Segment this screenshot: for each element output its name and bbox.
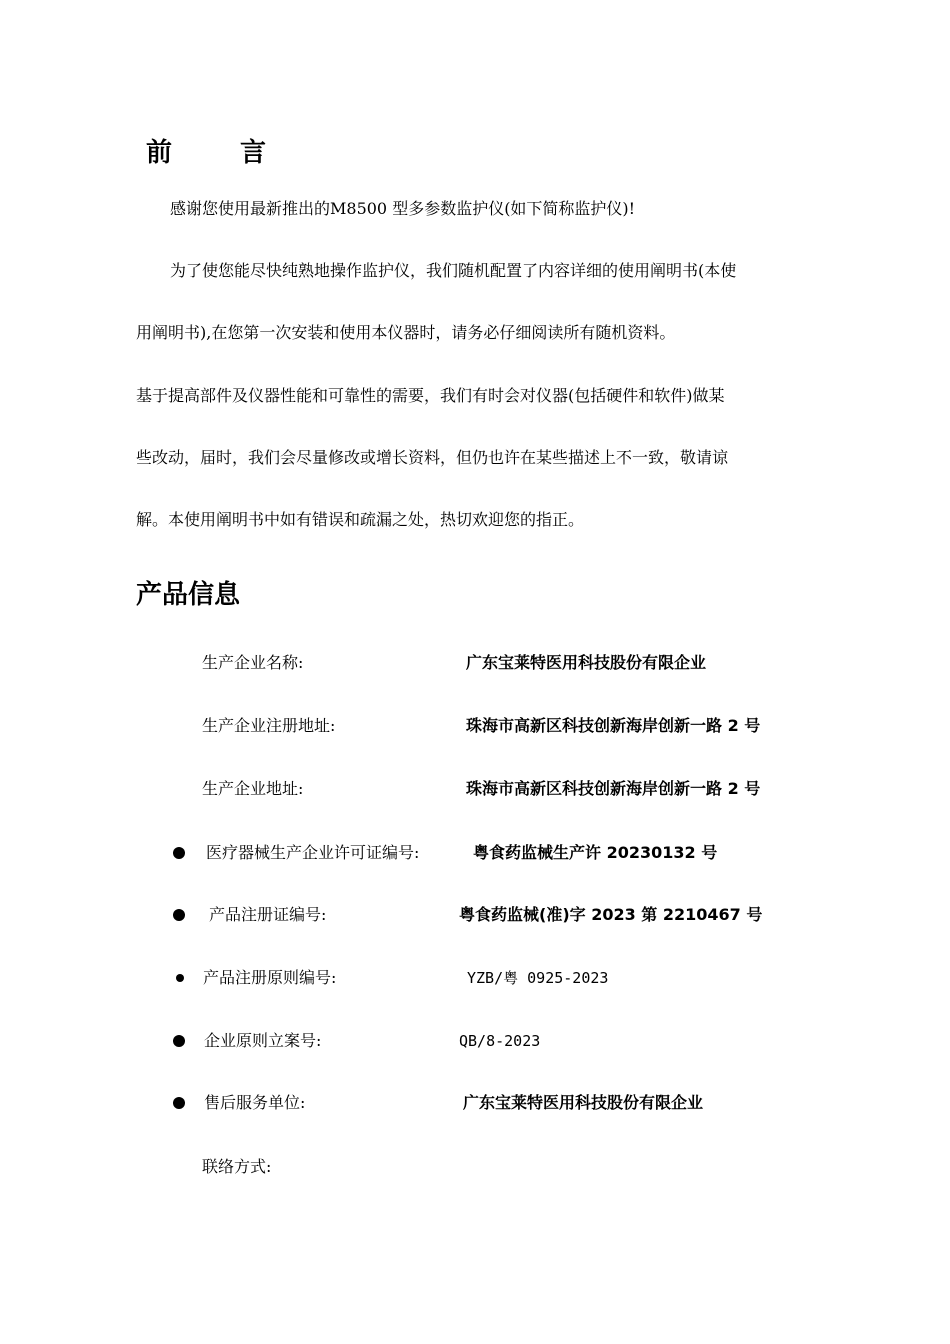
info-row-license-number bbox=[0, 841, 950, 865]
info-row-registered-address bbox=[0, 714, 950, 738]
bullet-icon bbox=[173, 1097, 185, 1109]
bullet-icon bbox=[173, 909, 185, 921]
preface-heading-part2: 言 bbox=[240, 138, 269, 168]
info-value: 广东宝莱特医用科技股份有限企业 bbox=[466, 653, 707, 672]
info-value: 粤食药监械生产许 20230132 号 bbox=[473, 843, 718, 862]
info-value: 广东宝莱特医用科技股份有限企业 bbox=[463, 1093, 704, 1112]
info-row-registration-cert bbox=[0, 903, 950, 927]
preface-line-6: 解。本使用阐明书中如有错误和疏漏之处，热切欢迎您的指正。 bbox=[136, 510, 585, 529]
info-label: 联络方式: bbox=[202, 1157, 272, 1176]
preface-line-2: 为了使您能尽快纯熟地操作监护仪，我们随机配置了内容详细的使用阐明书(本使 bbox=[170, 261, 737, 280]
info-label: 售后服务单位: bbox=[204, 1093, 306, 1112]
info-row-standard-number bbox=[0, 966, 950, 990]
info-row-manufacturer-address bbox=[0, 777, 950, 801]
info-label: 产品注册证编号: bbox=[209, 905, 327, 924]
info-row-enterprise-standard bbox=[0, 1029, 950, 1053]
info-label: 医疗器械生产企业许可证编号: bbox=[206, 843, 420, 862]
product-info-heading: 产品信息 bbox=[136, 580, 241, 610]
info-value: 珠海市高新区科技创新海岸创新一路 2 号 bbox=[466, 716, 761, 735]
bullet-icon bbox=[176, 974, 184, 982]
info-label: 生产企业注册地址: bbox=[202, 716, 336, 735]
info-label: 生产企业地址: bbox=[202, 779, 304, 798]
info-row-contact bbox=[0, 1155, 950, 1179]
info-label: 生产企业名称: bbox=[202, 653, 304, 672]
preface-line-4: 基于提高部件及仪器性能和可靠性的需要，我们有时会对仪器(包括硬件和软件)做某 bbox=[136, 386, 725, 405]
bullet-icon bbox=[173, 847, 185, 859]
info-row-manufacturer-name bbox=[0, 651, 950, 675]
info-label: 企业原则立案号: bbox=[204, 1031, 322, 1050]
preface-heading-part1: 前 bbox=[146, 138, 175, 168]
info-value: 珠海市高新区科技创新海岸创新一路 2 号 bbox=[466, 779, 761, 798]
info-value: YZB/粤 0925-2023 bbox=[467, 969, 609, 987]
info-value: QB/8-2023 bbox=[459, 1032, 541, 1050]
info-row-after-sales bbox=[0, 1091, 950, 1115]
preface-line-1: 感谢您使用最新推出的M8500 型多参数监护仪(如下简称监护仪)! bbox=[170, 199, 636, 218]
info-label: 产品注册原则编号: bbox=[203, 968, 337, 987]
preface-line-3: 用阐明书),在您第一次安装和使用本仪器时，请务必仔细阅读所有随机资料。 bbox=[136, 323, 676, 342]
preface-line-5: 些改动，届时，我们会尽量修改或增长资料，但仍也许在某些描述上不一致，敬请谅 bbox=[136, 448, 729, 467]
info-value: 粤食药监械(准)字 2023 第 2210467 号 bbox=[459, 905, 763, 924]
preface-heading bbox=[146, 132, 268, 169]
bullet-icon bbox=[173, 1035, 185, 1047]
